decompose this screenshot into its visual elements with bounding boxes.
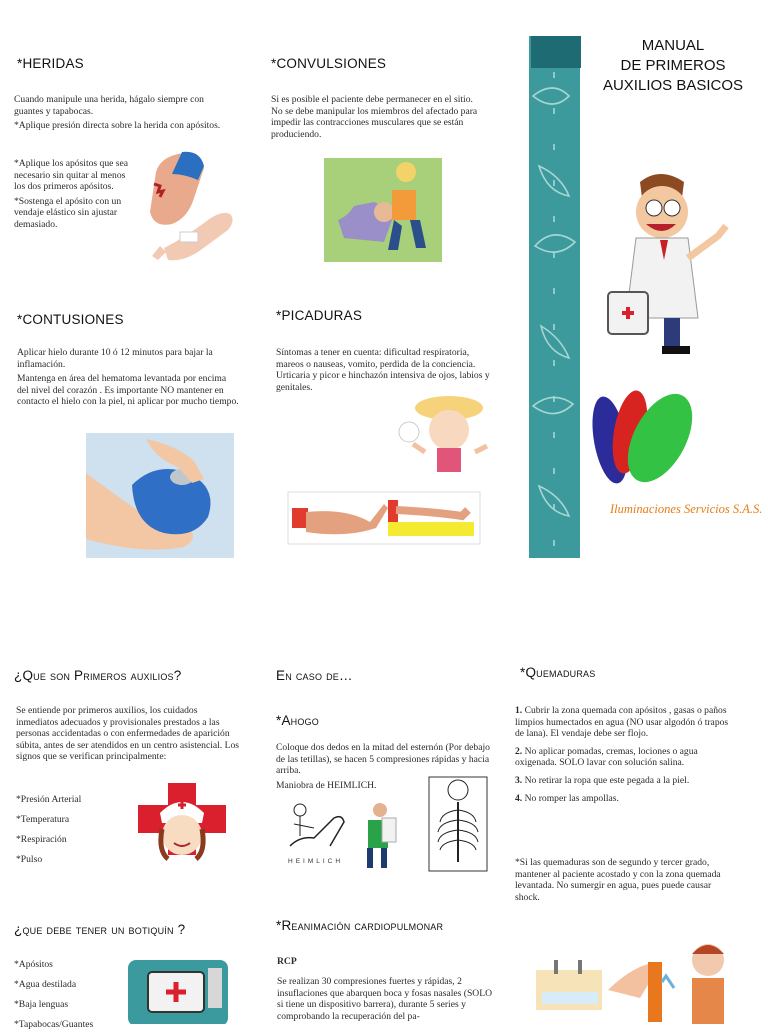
quemaduras-title: *Quemaduras xyxy=(520,665,596,680)
rcp-text xyxy=(277,976,493,1025)
heridas-p1: Cuando manipule una herida, hágalo siempre con guantes y tapabocas. xyxy=(14,94,204,117)
title-line-2: DE PRIMEROS xyxy=(620,57,726,74)
que-son-p1: Se entiende por primeros auxilios, los cuidados inmediatos adecuados y provisionales prestados a las personas accidentadas o con enfermedades de aparición súbita, antes de ser atendidos en un centro asistencial. Los signos que se verifican principalmente: xyxy=(16,705,239,763)
heimlich-caption: HEIMLICH xyxy=(288,858,344,865)
company-logo-text xyxy=(610,502,762,517)
heimlich-drawing-illustration xyxy=(280,796,352,858)
botiquin-item: *Agua destilada xyxy=(14,979,77,990)
sign-item: *Respiración xyxy=(16,834,67,845)
sign-item: *Pulso xyxy=(16,854,43,865)
title-line-3: AUXILIOS BASICOS xyxy=(602,77,744,94)
step-text: No aplicar pomadas, cremas, lociones o agua oxigenada. SOLO lavar con solución salina. xyxy=(515,745,698,769)
heridas-p3: *Aplique los apósitos que sea necesario sin quitar al menos los dos primeros apósitos. xyxy=(14,158,129,193)
quemaduras-note xyxy=(515,857,733,906)
step-number: 1. xyxy=(515,705,523,716)
que-son-title: ¿Que son Primeros auxilios? xyxy=(14,668,182,683)
ahogo-p1: Coloque dos dedos en la mitad del esternón (Por debajo de las tetillas), se hacen 5 compresiones rápidas y hacia arriba. xyxy=(276,742,490,777)
botiquin-item: *Apósitos xyxy=(14,959,53,970)
convulsiones-p1: Si es posible el paciente debe permanecer en el sitio. No se debe manipular los miembros del afectado para impedir las contracciones musculares que se están produciendo. xyxy=(271,94,478,140)
decorative-teal-strip xyxy=(529,36,580,558)
rcp-subtitle: RCP xyxy=(277,956,297,967)
title-line-1: MANUAL xyxy=(641,37,705,54)
quemaduras-step xyxy=(515,746,733,769)
picaduras-title: *PICADURAS xyxy=(276,308,363,323)
contusiones-text xyxy=(17,347,239,411)
wound-illustration xyxy=(140,148,238,270)
burn-care-illustration xyxy=(536,940,728,1024)
ahogo-title: *Ahogo xyxy=(276,713,319,728)
contusiones-title: *CONTUSIONES xyxy=(17,312,124,327)
floral-pattern xyxy=(529,36,580,558)
convulsiones-title: *CONVULSIONES xyxy=(271,56,387,71)
contusiones-p2: Mantenga en área del hematoma levantada por encima del nivel del corazón . Es importante NO mantener en contacto el hielo con la piel, ni aplicar por mucho tiempo. xyxy=(17,373,239,408)
nurse-illustration xyxy=(138,783,226,869)
botiquin-list xyxy=(14,955,124,1035)
rcp-p1: Se realizan 30 compresiones fuertes y rápidas, 2 insuflaciones que abarquen boca y fosas nasales (SOLO si tiene un dispositivo barrera), durante 5 series y comprobando la recuperación del pa- xyxy=(277,976,492,1022)
heridas-text-2 xyxy=(14,158,134,234)
contusiones-p1: Aplicar hielo durante 10 ó 12 minutos para bajar la inflamación. xyxy=(17,347,213,370)
teal-header-block xyxy=(531,36,581,68)
step-text: No romper las ampollas. xyxy=(524,792,619,804)
sign-item: *Temperatura xyxy=(16,814,70,825)
first-aid-kit-illustration xyxy=(126,958,230,1024)
botiquin-title: ¿que debe tener un botiquín ? xyxy=(14,922,186,937)
quemaduras-note-text: *Si las quemaduras son de segundo y tercer grado, mantener al paciente acostado y con la zona quemada levantada. No sumergir en agua, pues puede causar shock. xyxy=(515,857,721,903)
heimlich-color-illustration xyxy=(352,800,400,872)
step-text: No retirar la ropa que este pegada a la piel. xyxy=(524,774,690,786)
ice-pack-illustration xyxy=(86,433,234,558)
step-number: 2. xyxy=(515,745,523,757)
botiquin-item: *Baja lenguas xyxy=(14,999,69,1010)
heridas-text xyxy=(14,94,234,135)
step-text: Cubrir la zona quemada con apósitos , gasas o paños limpios humectados en agua (NO usar algodón ó trapos de lana). El vendaje debe ser flojo. xyxy=(515,705,729,740)
sign-item: *Presión Arterial xyxy=(16,794,82,805)
ahogo-p2: Maniobra de HEIMLICH. xyxy=(276,779,377,791)
quemaduras-step xyxy=(515,775,733,787)
brochure-title xyxy=(588,36,758,96)
convulsiones-text xyxy=(271,94,487,143)
itchy-girl-illustration xyxy=(395,388,495,484)
sting-arm-illustration xyxy=(286,490,482,546)
step-number: 3. xyxy=(515,774,523,786)
quemaduras-step xyxy=(515,793,733,805)
company-logo-mark xyxy=(588,384,698,494)
company-name: Iluminaciones Servicios S.A.S. xyxy=(610,502,763,516)
botiquin-item: *Tapabocas/Guantes xyxy=(14,1019,94,1030)
doctor-illustration xyxy=(606,168,742,360)
heridas-p4: *Sostenga el apósito con un vendaje elástico sin ajustar demasiado. xyxy=(14,195,122,230)
que-son-text xyxy=(16,705,240,766)
heridas-title: *HERIDAS xyxy=(17,56,84,71)
en-caso-title: En caso de… xyxy=(276,668,353,683)
step-number: 4. xyxy=(515,792,523,804)
heridas-p2: *Aplique presión directa sobre la herida con apósitos. xyxy=(14,120,221,132)
picaduras-p1: Síntomas a tener en cuenta: dificultad respiratoria, mareos o nauseas, vomito, perdida de la conciencia. Urticaria y picor e hinchazón intensiva de ojos, labios y genitales. xyxy=(276,347,490,393)
quemaduras-steps xyxy=(515,705,733,810)
quemaduras-step-list xyxy=(515,705,733,804)
signs-list xyxy=(16,790,126,870)
seizure-illustration xyxy=(318,150,448,265)
quemaduras-step xyxy=(515,705,733,740)
ribcage-illustration xyxy=(428,776,488,872)
rcp-title: *Reanimación cardiopulmonar xyxy=(276,918,444,933)
